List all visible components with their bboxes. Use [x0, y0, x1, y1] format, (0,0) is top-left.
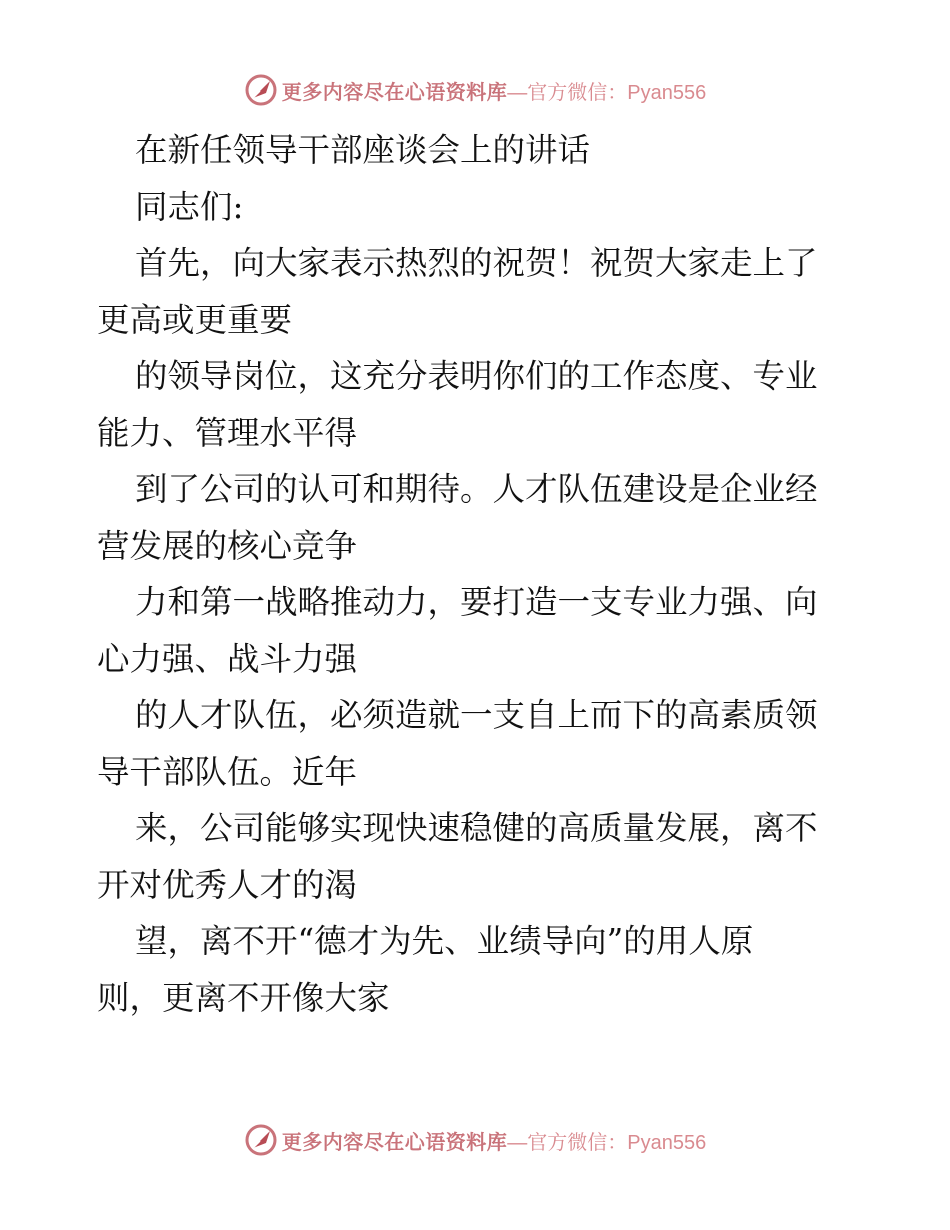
quill-logo-icon	[244, 1123, 278, 1157]
paragraph-line: 更高或更重要	[97, 300, 293, 339]
paragraph-line: 开对优秀人才的渴	[97, 865, 358, 904]
paragraph-line: 营发展的核心竞争	[97, 526, 358, 565]
paragraph-line: 心力强、战斗力强	[97, 639, 358, 678]
watermark-wechat: —官方微信：Pyan556	[507, 1131, 707, 1154]
speech-body	[97, 122, 857, 1026]
paragraph-line: 首先，向大家表示热烈的祝贺！祝贺大家走上了	[135, 244, 818, 282]
footer-watermark	[0, 1120, 950, 1160]
document-title: 在新任领导干部座谈会上的讲话	[135, 131, 591, 169]
salutation: 同志们:	[135, 187, 244, 226]
paragraph-line: 来，公司能够实现快速稳健的高质量发展，离不	[135, 809, 818, 847]
paragraph-line: 力和第一战略推动力，要打造一支专业力强、向	[135, 583, 818, 621]
paragraph-line: 的人才队伍，必须造就一支自上而下的高素质领	[135, 696, 818, 734]
watermark-wechat: —官方微信：Pyan556	[507, 81, 707, 104]
paragraph-line: 望，离不开“德才为先、业绩导向”的用人原	[135, 922, 754, 960]
watermark-text: 更多内容尽在心语资料库	[281, 1129, 508, 1154]
quill-logo-icon	[244, 73, 278, 107]
paragraph-line: 则，更离不开像大家	[97, 978, 390, 1017]
watermark-text: 更多内容尽在心语资料库	[281, 79, 508, 104]
paragraph-line: 到了公司的认可和期待。人才队伍建设是企业经	[135, 470, 818, 508]
paragraph-line: 的领导岗位，这充分表明你们的工作态度、专业	[135, 357, 818, 395]
header-watermark	[0, 70, 950, 110]
paragraph-line: 能力、管理水平得	[97, 413, 358, 452]
paragraph-line: 导干部队伍。近年	[97, 752, 358, 791]
